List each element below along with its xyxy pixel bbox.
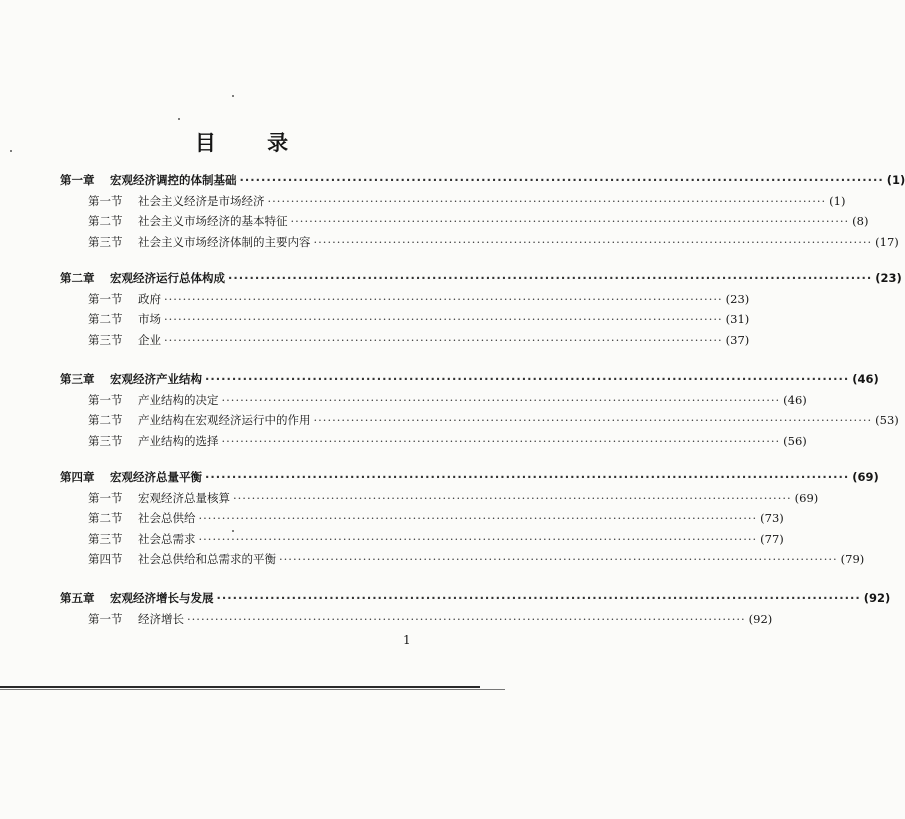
- chapter-page: (69): [852, 470, 879, 484]
- section-label: [88, 549, 276, 569]
- page-number: 1: [403, 633, 411, 647]
- chapter-label: [60, 170, 237, 190]
- section-label: [88, 431, 219, 451]
- leader-dots: ························································································································: [205, 470, 850, 484]
- toc-section[interactable]: [88, 431, 807, 451]
- section-page: (56): [783, 433, 807, 448]
- toc-chapter[interactable]: [60, 588, 891, 608]
- chapter-label: [60, 588, 214, 608]
- chapter-page: (1): [886, 173, 905, 187]
- section-page: (31): [725, 312, 750, 326]
- leader-dots: ························································································································: [164, 312, 723, 326]
- section-page: (46): [783, 392, 807, 407]
- section-label: [88, 508, 196, 528]
- section-label: [88, 529, 196, 549]
- section-label: [88, 410, 311, 430]
- toc-chapter[interactable]: [60, 467, 879, 487]
- toc-section[interactable]: [88, 488, 819, 508]
- toc-section[interactable]: [88, 390, 807, 410]
- section-title: 经济增长: [138, 611, 184, 626]
- section-title: 政府: [138, 291, 161, 306]
- chapter-title: 宏观经济增长与发展: [110, 591, 214, 605]
- section-page: (17): [875, 234, 899, 249]
- section-title: 企业: [138, 332, 161, 347]
- toc-section[interactable]: [88, 609, 773, 629]
- chapter-number: 第一章: [60, 173, 95, 187]
- leader-dots: ························································································································: [221, 433, 781, 448]
- section-number: 第三节: [88, 234, 123, 249]
- leader-dots: ························································································································: [267, 193, 827, 208]
- scan-speck: [10, 150, 12, 152]
- chapter-title: 宏观经济产业结构: [110, 372, 202, 386]
- footer-rule: [0, 686, 480, 688]
- section-label: [88, 330, 161, 350]
- section-number: 第三节: [88, 531, 123, 546]
- leader-dots: ························································································································: [164, 332, 723, 347]
- section-label: [88, 488, 230, 508]
- section-page: (8): [852, 214, 869, 228]
- section-page: (73): [760, 511, 784, 525]
- leader-dots: ························································································································: [164, 291, 723, 306]
- section-title: 产业结构的决定: [138, 392, 219, 407]
- section-label: [88, 309, 161, 329]
- section-label: [88, 232, 311, 252]
- toc-chapter[interactable]: [60, 170, 905, 190]
- section-number: 第三节: [88, 433, 123, 448]
- chapter-page: (23): [875, 271, 902, 285]
- section-page: (69): [794, 490, 819, 505]
- section-title: 社会主义经济是市场经济: [138, 193, 265, 208]
- section-page: (37): [725, 332, 750, 347]
- section-number: 第三节: [88, 332, 123, 347]
- leader-dots: ························································································································: [205, 372, 850, 386]
- leader-dots: ························································································································: [198, 511, 758, 525]
- chapter-number: 第五章: [60, 591, 95, 605]
- chapter-number: 第三章: [60, 372, 95, 386]
- section-page: (79): [840, 552, 865, 566]
- section-number: 第二节: [88, 214, 123, 228]
- footer-rule-thin: [0, 689, 505, 690]
- section-title: 社会总供给和总需求的平衡: [138, 552, 276, 566]
- chapter-label: [60, 467, 202, 487]
- section-number: 第一节: [88, 193, 123, 208]
- chapter-title: 宏观经济调控的体制基础: [110, 173, 237, 187]
- chapter-number: 第四章: [60, 470, 95, 484]
- scan-speck: [178, 118, 180, 120]
- leader-dots: ························································································································: [239, 173, 884, 187]
- section-title: 社会主义市场经济体制的主要内容: [138, 234, 311, 249]
- leader-dots: ························································································································: [233, 490, 792, 505]
- section-page: (23): [725, 291, 750, 306]
- toc-section[interactable]: [88, 289, 750, 309]
- section-number: 第一节: [88, 291, 123, 306]
- section-page: (1): [829, 193, 846, 208]
- leader-dots: ························································································································: [228, 271, 873, 285]
- section-label: [88, 191, 265, 211]
- chapter-page: (92): [863, 591, 891, 605]
- toc-section[interactable]: [88, 211, 869, 231]
- section-page: (53): [875, 413, 899, 427]
- section-number: 第一节: [88, 392, 123, 407]
- section-title: 产业结构在宏观经济运行中的作用: [138, 413, 311, 427]
- section-label: [88, 211, 288, 231]
- chapter-number: 第二章: [60, 271, 95, 285]
- leader-dots: ························································································································: [313, 234, 873, 249]
- toc-section[interactable]: [88, 191, 846, 211]
- section-number: 第一节: [88, 490, 123, 505]
- chapter-title: 宏观经济总量平衡: [110, 470, 202, 484]
- section-title: 社会总需求: [138, 531, 196, 546]
- toc-section[interactable]: [88, 549, 865, 569]
- toc-title: 目 录: [194, 131, 311, 155]
- chapter-label: [60, 268, 225, 288]
- chapter-page: (46): [852, 372, 879, 386]
- toc-section[interactable]: [88, 309, 750, 329]
- scan-speck: [232, 95, 234, 97]
- section-number: 第二节: [88, 413, 123, 427]
- section-title: 社会总供给: [138, 511, 196, 525]
- section-title: 宏观经济总量核算: [138, 490, 230, 505]
- toc-chapter[interactable]: [60, 268, 902, 288]
- section-number: 第二节: [88, 511, 123, 525]
- toc-section[interactable]: [88, 508, 784, 528]
- leader-dots: ························································································································: [187, 611, 746, 626]
- section-number: 第四节: [88, 552, 123, 566]
- scan-speck: [232, 530, 234, 532]
- leader-dots: ························································································································: [279, 552, 838, 566]
- leader-dots: ························································································································: [313, 413, 873, 427]
- toc-section[interactable]: [88, 232, 899, 252]
- toc-section[interactable]: [88, 529, 784, 549]
- leader-dots: ························································································································: [290, 214, 850, 228]
- section-title: 市场: [138, 312, 161, 326]
- section-label: [88, 289, 161, 309]
- section-title: 产业结构的选择: [138, 433, 219, 448]
- section-number: 第二节: [88, 312, 123, 326]
- leader-dots: ························································································································: [198, 531, 758, 546]
- section-title: 社会主义市场经济的基本特征: [138, 214, 288, 228]
- leader-dots: ························································································································: [216, 591, 861, 605]
- toc-section[interactable]: [88, 410, 899, 430]
- chapter-title: 宏观经济运行总体构成: [110, 271, 225, 285]
- toc-chapter[interactable]: [60, 369, 879, 389]
- toc-section[interactable]: [88, 330, 750, 350]
- section-number: 第一节: [88, 611, 123, 626]
- section-label: [88, 390, 219, 410]
- section-page: (77): [760, 531, 784, 546]
- chapter-label: [60, 369, 202, 389]
- leader-dots: ························································································································: [221, 392, 781, 407]
- section-page: (92): [748, 611, 773, 626]
- section-label: [88, 609, 184, 629]
